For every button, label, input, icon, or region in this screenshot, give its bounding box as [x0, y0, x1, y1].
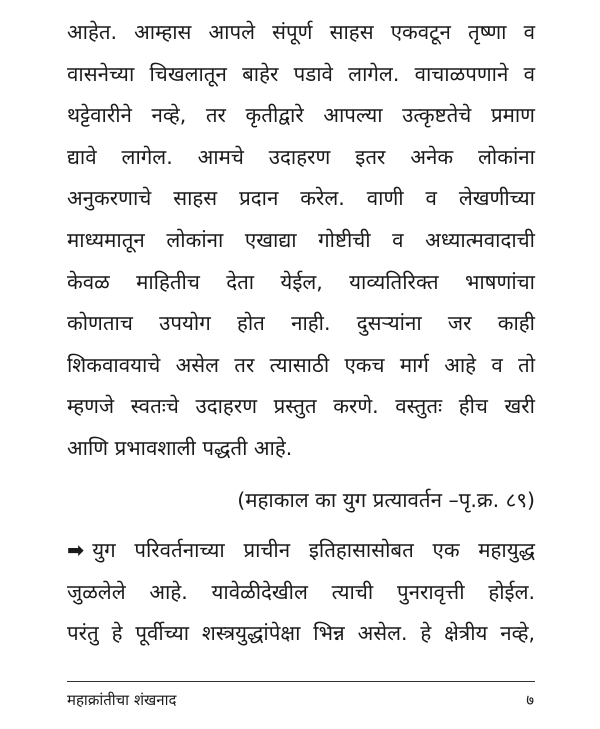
text-line: केवळ माहितीच देता येईल, याव्यतिरिक्त भाषणांचा — [67, 269, 535, 294]
text-line: जुळलेले आहे. यावेळीदेखील त्याची पुनरावृत्ती होईल. — [67, 579, 535, 604]
body-paragraph-1 — [67, 12, 535, 470]
text-line: आहेत. आम्हास आपले संपूर्ण साहस एकवटून तृष्णा व — [67, 20, 535, 44]
text-line-with-arrow — [67, 530, 535, 572]
body-paragraph-2 — [67, 530, 535, 655]
text-line: कोणताच उपयोग होत नाही. दुसऱ्यांना जर काही — [67, 311, 535, 336]
citation: (महाकाल का युग प्रत्यावर्तन –पृ.क्र. ८९) — [237, 488, 535, 512]
text-line: युग परिवर्तनाच्या प्राचीन इतिहासासोबत एक महायुद्ध — [92, 538, 535, 562]
text-line: थट्टेवारीने नव्हे, तर कृतीद्वारे आपल्या उत्कृष्टतेचे प्रमाण — [67, 103, 535, 128]
text-line: अनुकरणाचे साहस प्रदान करेल. वाणी व लेखणीच्या — [67, 186, 535, 211]
footer-book-title: महाक्रांतीचा शंखनाद — [67, 691, 177, 709]
text-line: द्यावे लागेल. आमचे उदाहरण इतर अनेक लोकांना — [67, 144, 535, 169]
text-line: म्हणजे स्वतःचे उदाहरण प्रस्तुत करणे. वस्तुतः हीच खरी — [67, 394, 535, 419]
text-line: आणि प्रभावशाली पद्धती आहे. — [67, 435, 293, 460]
text-line: वासनेच्या चिखलातून बाहेर पडावे लागेल. वाचाळपणाने व — [67, 61, 535, 86]
footer-divider — [67, 681, 535, 682]
text-line: परंतु हे पूर्वीच्या शस्त्रयुद्धांपेक्षा भिन्न असेल. हे क्षेत्रीय नव्हे, — [67, 621, 535, 646]
text-line: शिकवावयाचे असेल तर त्यासाठी एकच मार्ग आहे व तो — [67, 352, 535, 377]
arrow-right-icon: ➡ — [67, 538, 85, 562]
page-number: ७ — [526, 691, 534, 709]
text-line: माध्यमातून लोकांना एखाद्या गोष्टीची व अध्यात्मवादाची — [67, 227, 535, 252]
